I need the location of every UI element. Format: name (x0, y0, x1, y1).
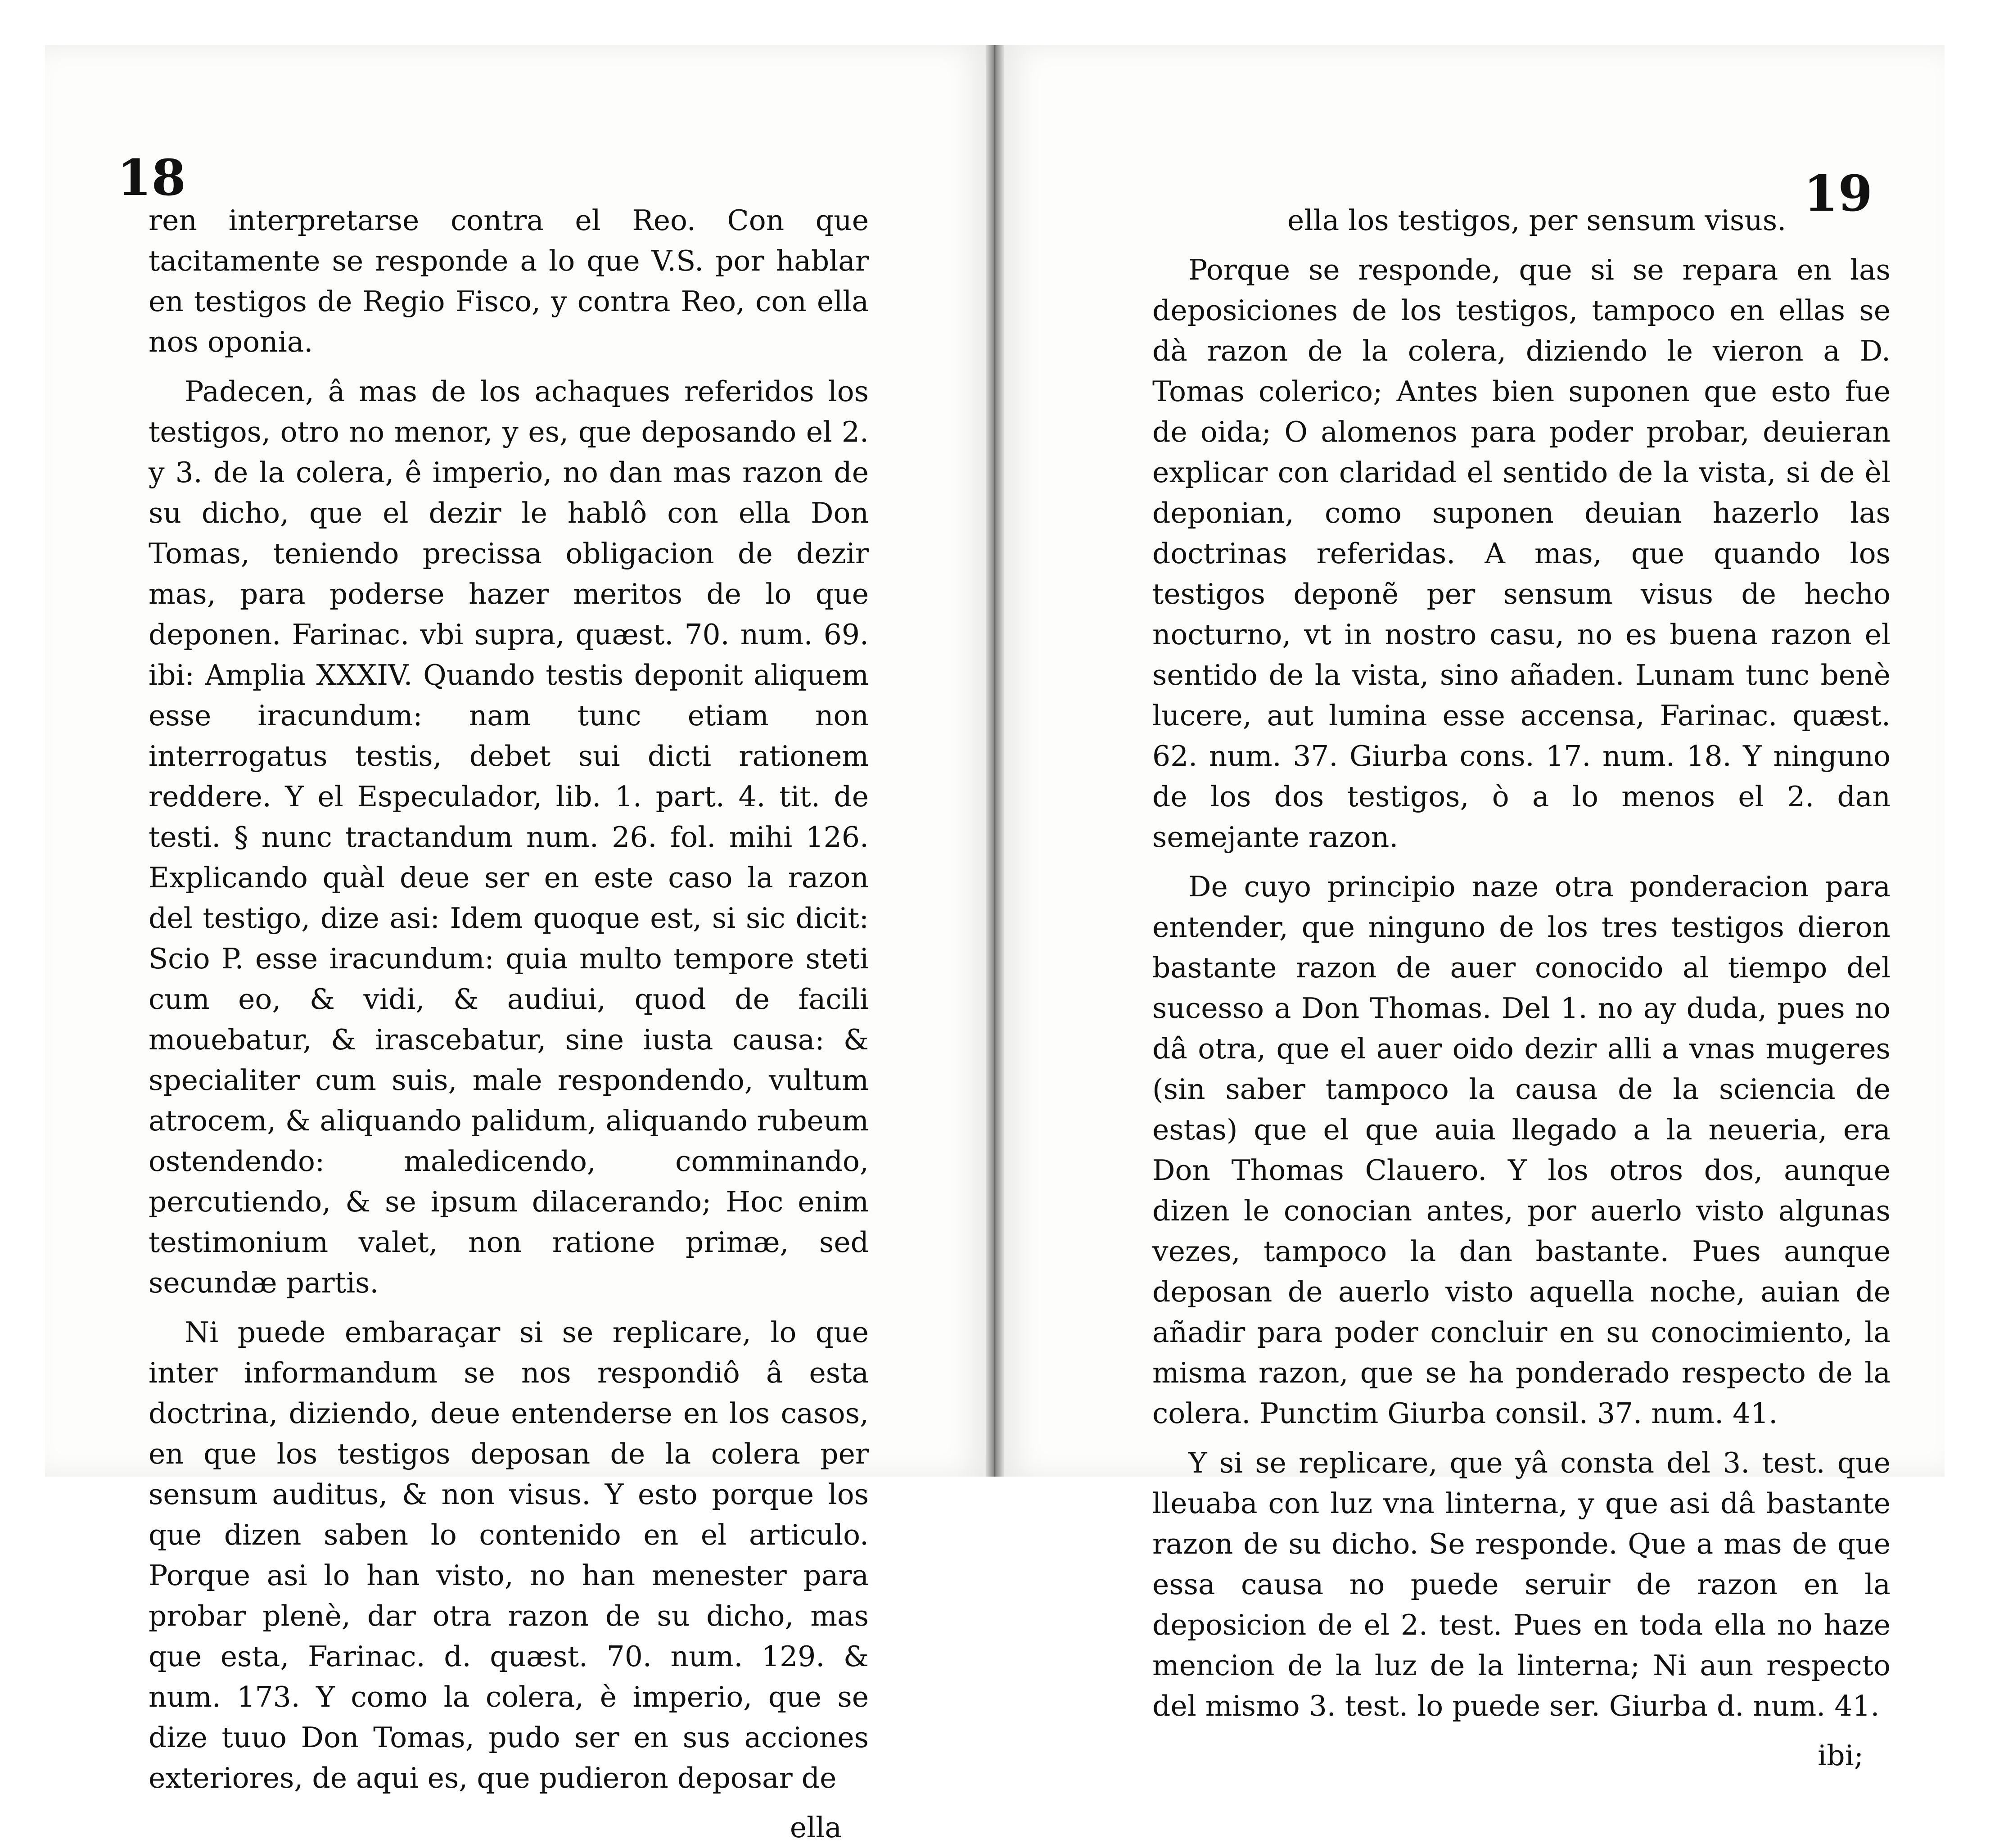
right-page (1004, 45, 1945, 1772)
left-catchword: ella (790, 1811, 842, 1844)
right-paragraph-1: ella los testigos, per sensum visus. (1287, 204, 1787, 237)
right-paragraph-2: Porque se responde, que si se repara en las deposiciones de los testigos, tampoco en ellas se dà razon de la colera, diziendo le vieron a D. Tomas colerico; Antes bien suponen que esto fue de oida; O alomenos para poder probar, deuieran explicar con claridad el sentido de la vista, si de èl deponian, como suponen deuian hazerlo las doctrinas referidas. A mas, que quando los testigos deponẽ per sensum visus de hecho nocturno, vt in nostro casu, no es buena razon el sentido de la vista, sino añaden. Lunam tunc benè lucere, aut lumina esse accensa, Farinac. quæst. 62. num. 37. Giurba cons. 17. num. 18. Y ninguno de los dos testigos, ò a lo menos el 2. dan semejante razon. (1152, 253, 1891, 854)
left-paragraph-2: Padecen, â mas de los achaques referidos los testigos, otro no menor, y es, que deposando el 2. y 3. de la colera, ê imperio, no dan mas razon de su dicho, que el dezir le hablô con ella Don Tomas, teniendo precissa obligacion de dezir mas, para poderse hazer meritos de lo que deponen. Farinac. vbi supra, quæst. 70. num. 69. ibi: Amplia XXXIV. Quando testis deponit aliquem esse iracundum: nam tunc etiam non interrogatus testis, debet sui dicti rationem reddere. Y el Especulador, lib. 1. part. 4. tit. de testi. § nunc tractandum num. 26. fol. mihi 126. Explicando quàl deue ser en este caso la razon del testigo, dize asi: Idem quoque est, si sic dicit: Scio P. esse iracundum: quia multo tempore steti cum eo, & vidi, & audiui, quod de facili mouebatur, & irascebatur, sine iusta causa: & specialiter cum suis, male respondendo, vultum atrocem, & aliquando palidum, aliquando rubeum ostendendo: maledicendo, comminando, percutiendo, & se ipsum dilacerando; Hoc enim testimonium valet, non ratione primæ, sed secundæ partis. (149, 375, 869, 1299)
left-page (45, 45, 986, 1844)
right-page-text (1152, 200, 1891, 1776)
book-spread (45, 45, 1945, 1844)
right-paragraph-4: Y si se replicare, que yâ consta del 3. test. que lleuaba con luz vna linterna, y que asi dâ bastante razon de su dicho. Se responde. Que a mas de que essa causa no puede seruir de razon en la deposicion de el 2. test. Pues en toda ella no haze mencion de la luz de la linterna; Ni aun respecto del mismo 3. test. lo puede ser. Giurba d. num. 41. (1152, 1446, 1891, 1722)
left-paragraph-3: Ni puede embaraçar si se replicare, lo que inter informandum se nos respondiô â esta doctrina, diziendo, deue entenderse en los casos, en que los testigos deposan de la colera per sensum auditus, & non visus. Y esto porque los que dizen saben lo contenido en el articulo. Porque asi lo han visto, no han menester para probar plenè, dar otra razon de su dicho, mas que esta, Farinac. d. quæst. 70. num. 129. & num. 173. Y como la colera, è imperio, que se dize tuuo Don Tomas, pudo ser en sus acciones exteriores, de aqui es, que pudieron deposar de (149, 1316, 869, 1794)
left-page-number: 18 (117, 149, 186, 207)
book-gutter (986, 45, 1004, 1477)
right-page-number: 19 (1803, 164, 1873, 222)
left-paragraph-1: ren interpretarse contra el Reo. Con que tacitamente se responde a lo que V.S. por hablar en testigos de Regio Fisco, y contra Reo, con ella nos oponia. (149, 204, 869, 358)
left-page-text (149, 200, 869, 1848)
right-paragraph-3: De cuyo principio naze otra ponderacion para entender, que ninguno de los tres testigos dieron bastante razon de auer conocido al tiempo del sucesso a Don Thomas. Del 1. no ay duda, pues no dâ otra, que el auer oido dezir alli a vnas mugeres (sin saber tampoco la causa de la sciencia de estas) que el que auia llegado a la neueria, era Don Thomas Clauero. Y los otros dos, aunque dizen le conocian antes, por auerlo visto algunas vezes, tampoco la dan bastante. Pues aunque deposan de auerlo visto aquella noche, auian de añadir para poder concluir en su conocimiento, la misma razon, que se ha ponderado respecto de la colera. Punctim Giurba consil. 37. num. 41. (1152, 870, 1891, 1430)
right-catchword: ibi; (1818, 1739, 1864, 1772)
